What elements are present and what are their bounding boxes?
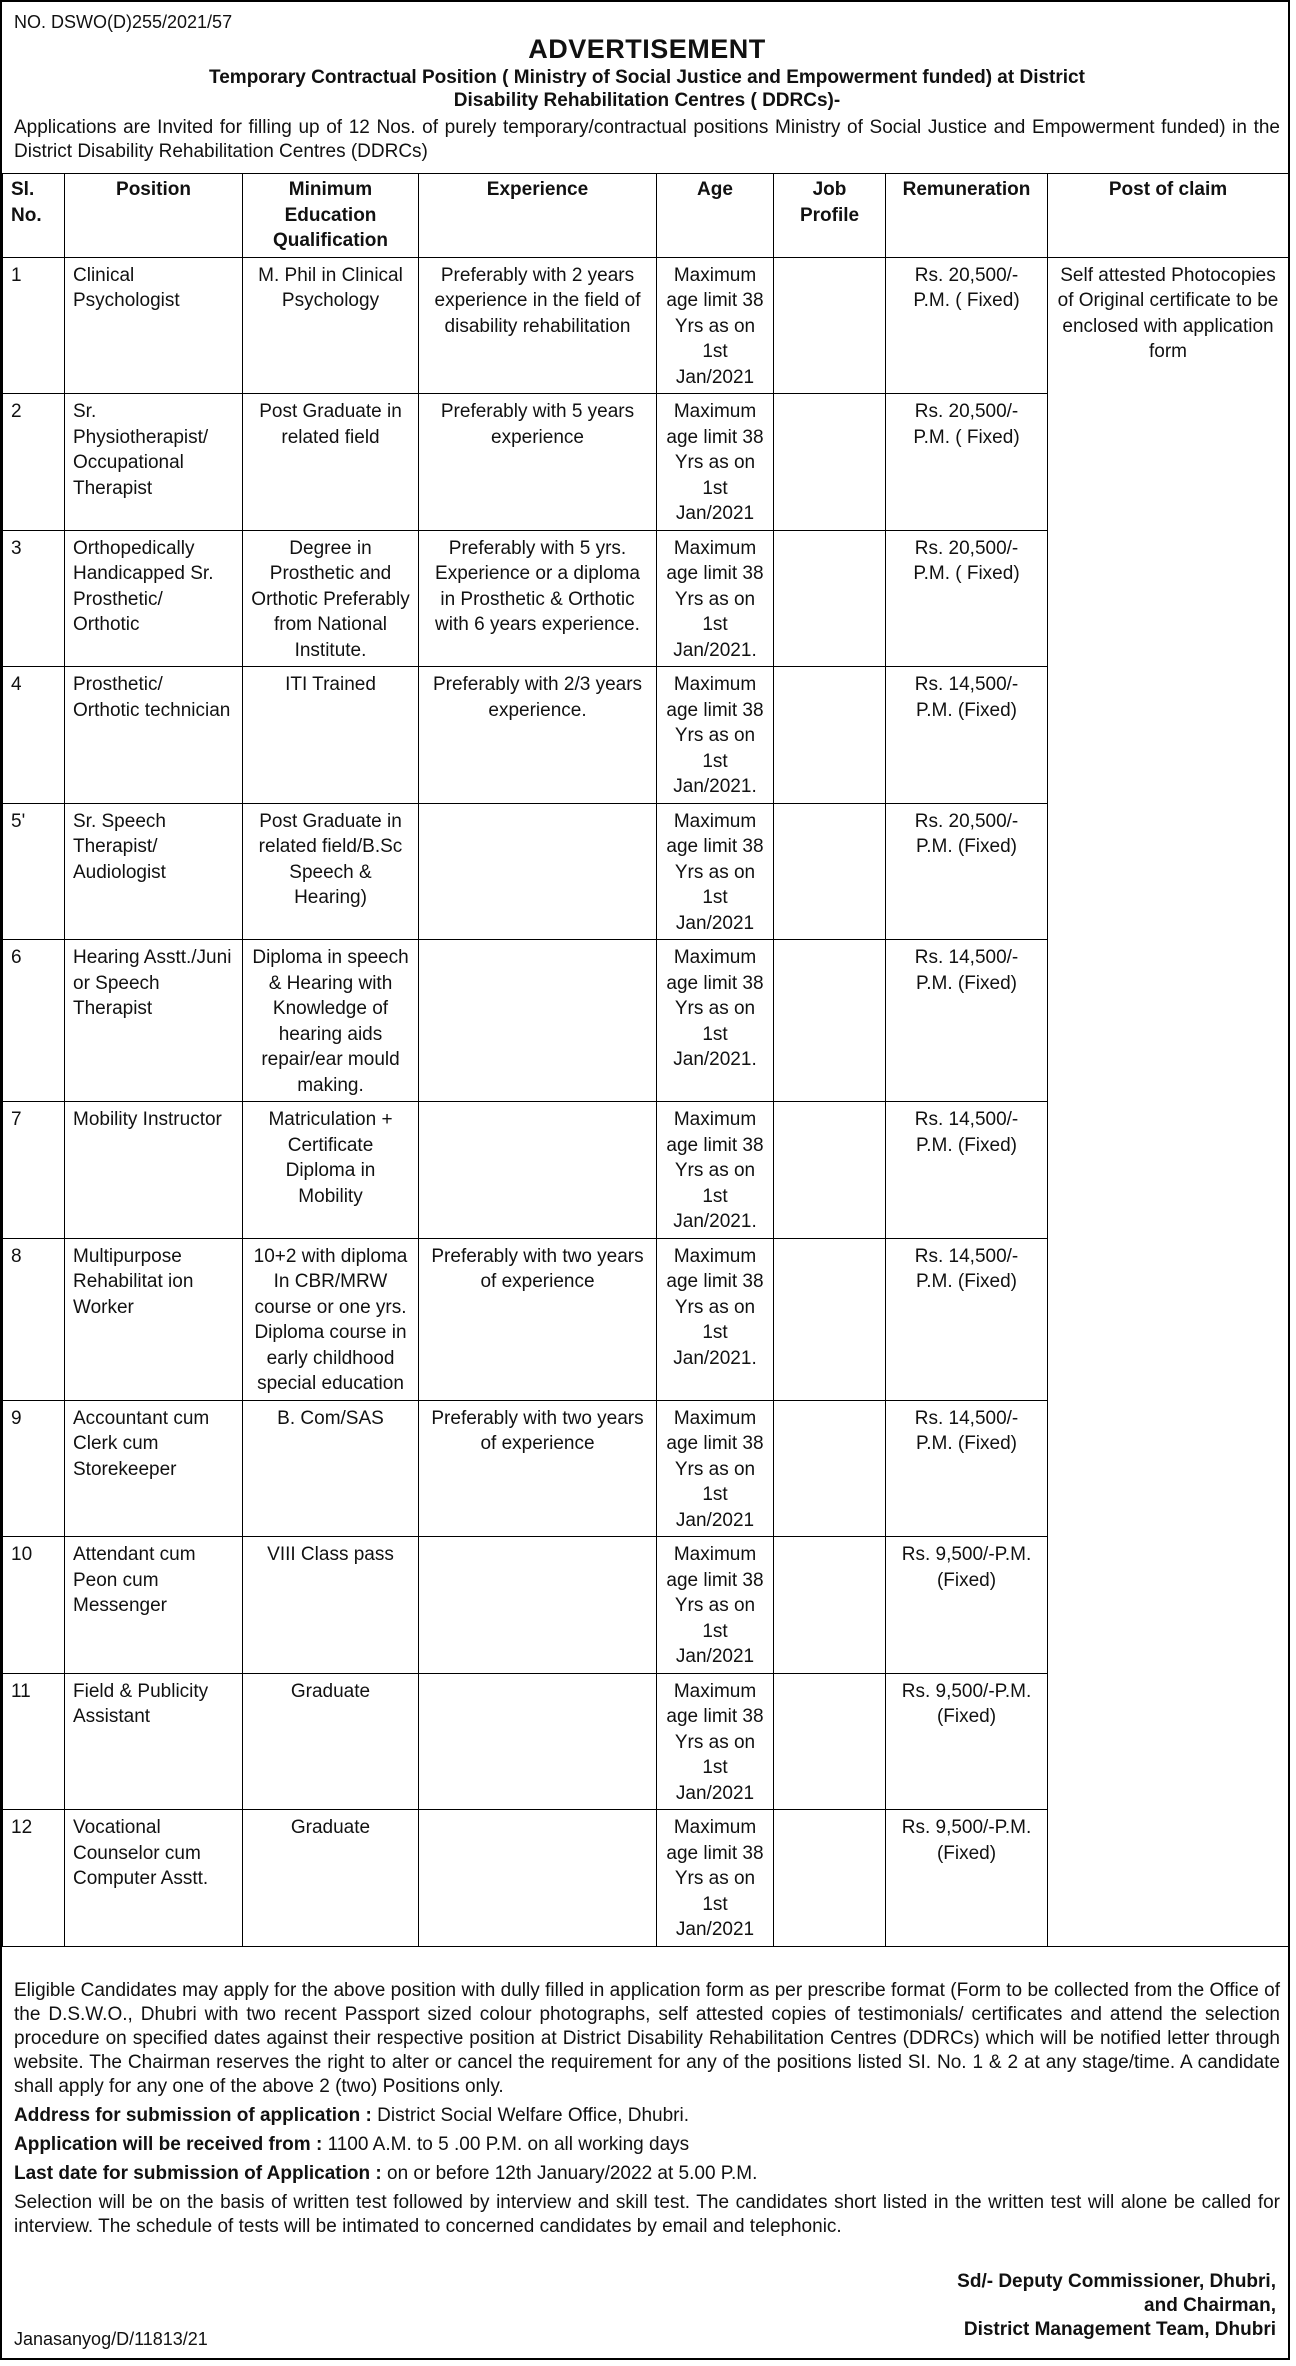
cell-position: Prosthetic/ Orthotic technician [65, 667, 243, 804]
cell-remuneration: Rs. 20,500/- P.M. (Fixed) [886, 803, 1048, 940]
eligibility-paragraph: Eligible Candidates may apply for the above position with dully filled in application form as per prescribe format (Form to be collected from the Office of the D.S.W.O., Dhubri with two recent Passport sized colour photographs, self attested copies of testimonials/ certificates and attend the selection procedure on specified dates against their respective position at District Disability Rehabilitation Centres (DDRCs) which will be notified letter through website. The Chairman reserves the right to alter or cancel the requirement for any of the positions listed SI. No. 1 & 2 at any stage/time. A candidate shall apply for any one of the above 2 (two) Positions only. [14, 1980, 1280, 2097]
cell-age: Maximum age limit 38 Yrs as on 1st Jan/2021 [657, 1537, 774, 1674]
address-label: Address for submission of application : [14, 2105, 372, 2126]
cell-age: Maximum age limit 38 Yrs as on 1st Jan/2021 [657, 1400, 774, 1537]
positions-table [2, 173, 1289, 1947]
cell-qualification: B. Com/SAS [243, 1400, 419, 1537]
cell-position: Mobility Instructor [65, 1102, 243, 1239]
subtitle-line-2: Disability Rehabilitation Centres ( DDRCs)- [453, 90, 841, 111]
selection-paragraph: Selection will be on the basis of written test followed by interview and skill test. The candidates short listed in the written test will alone be called for interview. The schedule of tests will be intimated to concerned candidates by email and telephonic. [14, 2192, 1280, 2237]
cell-job-profile [774, 1810, 886, 1947]
cell-qualification: 10+2 with diploma In CBR/MRW course or one yrs. Diploma course in early childhood special education [243, 1238, 419, 1400]
cell-position: Hearing Asstt./Juni or Speech Therapist [65, 940, 243, 1102]
receipt-label: Application will be received from : [14, 2134, 323, 2155]
cell-position: Accountant cum Clerk cum Storekeeper [65, 1400, 243, 1537]
cell-sl: 2 [3, 394, 65, 531]
cell-age: Maximum age limit 38 Yrs as on 1st Jan/2021. [657, 667, 774, 804]
cell-qualification: ITI Trained [243, 667, 419, 804]
col-header-qualification: Minimum Education Qualification [243, 174, 419, 258]
page-title: ADVERTISEMENT [528, 34, 766, 64]
cell-experience [419, 1673, 657, 1810]
cell-remuneration: Rs. 20,500/- P.M. ( Fixed) [886, 257, 1048, 394]
signature-block [957, 2270, 1276, 2342]
cell-remuneration: Rs. 20,500/- P.M. ( Fixed) [886, 530, 1048, 667]
intro-paragraph: Applications are Invited for filling up of 12 Nos. of purely temporary/contractual positions Ministry of Social Justice and Empowerment funded) in the District Disability Rehabilitation Centres (DDRCs) [14, 117, 1280, 162]
footer-notes [14, 1979, 1280, 2244]
cell-sl: 5' [3, 803, 65, 940]
address-value: District Social Welfare Office, Dhubri. [377, 2105, 689, 2126]
col-header-position: Position [65, 174, 243, 258]
cell-experience [419, 1537, 657, 1674]
cell-experience [419, 1810, 657, 1947]
cell-sl: 11 [3, 1673, 65, 1810]
cell-sl: 10 [3, 1537, 65, 1674]
col-header-experience: Experience [419, 174, 657, 258]
address-line [14, 2104, 1280, 2128]
cell-age: Maximum age limit 38 Yrs as on 1st Jan/2021. [657, 940, 774, 1102]
cell-experience [419, 940, 657, 1102]
cell-position: Multipurpose Rehabilitat ion Worker [65, 1238, 243, 1400]
col-header-sl: Sl. No. [3, 174, 65, 258]
cell-qualification: Graduate [243, 1673, 419, 1810]
cell-remuneration: Rs. 14,500/- P.M. (Fixed) [886, 1238, 1048, 1400]
last-date-value: on or before 12th January/2022 at 5.00 P.M. [387, 2163, 758, 2184]
cell-experience [419, 803, 657, 940]
cell-age: Maximum age limit 38 Yrs as on 1st Jan/2021. [657, 1102, 774, 1239]
cell-position: Sr. Speech Therapist/ Audiologist [65, 803, 243, 940]
cell-position: Sr. Physiotherapist/ Occupational Therapist [65, 394, 243, 531]
cell-job-profile [774, 940, 886, 1102]
col-header-remuneration: Remuneration [886, 174, 1048, 258]
cell-sl: 12 [3, 1810, 65, 1947]
cell-experience: Preferably with 2/3 years experience. [419, 667, 657, 804]
table-body [3, 257, 1289, 1946]
cell-remuneration: Rs. 14,500/- P.M. (Fixed) [886, 667, 1048, 804]
cell-experience: Preferably with 5 yrs. Experience or a diploma in Prosthetic & Orthotic with 6 years experience. [419, 530, 657, 667]
cell-qualification: Matriculation + Certificate Diploma in Mobility [243, 1102, 419, 1239]
col-header-age: Age [657, 174, 774, 258]
cell-qualification: Post Graduate in related field/B.Sc Speech & Hearing) [243, 803, 419, 940]
signature-line-2: and Chairman, [1144, 2295, 1276, 2316]
cell-age: Maximum age limit 38 Yrs as on 1st Jan/2021. [657, 530, 774, 667]
cell-position: Clinical Psychologist [65, 257, 243, 394]
last-date-label: Last date for submission of Application : [14, 2163, 382, 2184]
cell-position: Attendant cum Peon cum Messenger [65, 1537, 243, 1674]
receipt-line [14, 2133, 1280, 2157]
cell-position: Orthopedically Handicapped Sr. Prosthetic/ Orthotic [65, 530, 243, 667]
cell-age: Maximum age limit 38 Yrs as on 1st Jan/2021 [657, 394, 774, 531]
cell-qualification: M. Phil in Clinical Psychology [243, 257, 419, 394]
cell-job-profile [774, 667, 886, 804]
cell-qualification: Degree in Prosthetic and Orthotic Preferably from National Institute. [243, 530, 419, 667]
cell-qualification: Diploma in speech & Hearing with Knowledge of hearing aids repair/ear mould making. [243, 940, 419, 1102]
cell-experience [419, 1102, 657, 1239]
cell-age: Maximum age limit 38 Yrs as on 1st Jan/2021 [657, 803, 774, 940]
cell-job-profile [774, 530, 886, 667]
cell-experience: Preferably with 2 years experience in the field of disability rehabilitation [419, 257, 657, 394]
cell-sl: 8 [3, 1238, 65, 1400]
cell-sl: 9 [3, 1400, 65, 1537]
col-header-job-profile: Job Profile [774, 174, 886, 258]
cell-qualification: VIII Class pass [243, 1537, 419, 1674]
cell-remuneration: Rs. 9,500/-P.M. (Fixed) [886, 1537, 1048, 1674]
cell-job-profile [774, 1673, 886, 1810]
table-row [3, 257, 1289, 394]
last-date-line [14, 2162, 1280, 2186]
cell-position: Field & Publicity Assistant [65, 1673, 243, 1810]
cell-age: Maximum age limit 38 Yrs as on 1st Jan/2021 [657, 1673, 774, 1810]
cell-job-profile [774, 1102, 886, 1239]
cell-job-profile [774, 803, 886, 940]
cell-job-profile [774, 1537, 886, 1674]
cell-job-profile [774, 1400, 886, 1537]
cell-experience: Preferably with two years of experience [419, 1400, 657, 1537]
cell-experience: Preferably with two years of experience [419, 1238, 657, 1400]
cell-position: Vocational Counselor cum Computer Asstt. [65, 1810, 243, 1947]
cell-job-profile [774, 394, 886, 531]
reference-number: NO. DSWO(D)255/2021/57 [14, 12, 233, 32]
cell-remuneration: Rs. 14,500/- P.M. (Fixed) [886, 1102, 1048, 1239]
cell-remuneration: Rs. 9,500/-P.M. (Fixed) [886, 1810, 1048, 1947]
cell-age: Maximum age limit 38 Yrs as on 1st Jan/2021 [657, 1810, 774, 1947]
table-header-row [3, 174, 1289, 258]
cell-sl: 4 [3, 667, 65, 804]
cell-remuneration: Rs. 9,500/-P.M. (Fixed) [886, 1673, 1048, 1810]
cell-sl: 3 [3, 530, 65, 667]
cell-sl: 6 [3, 940, 65, 1102]
cell-age: Maximum age limit 38 Yrs as on 1st Jan/2021. [657, 1238, 774, 1400]
receipt-value: 1100 A.M. to 5 .00 P.M. on all working days [327, 2134, 690, 2155]
janasanyog-number: Janasanyog/D/11813/21 [14, 2329, 208, 2349]
cell-age: Maximum age limit 38 Yrs as on 1st Jan/2021 [657, 257, 774, 394]
subtitle-line-1: Temporary Contractual Position ( Ministry of Social Justice and Empowerment funded) at District [209, 67, 1085, 88]
signature-line-3: District Management Team, Dhubri [963, 2319, 1276, 2340]
cell-qualification: Graduate [243, 1810, 419, 1947]
subtitle [82, 66, 1212, 112]
cell-experience: Preferably with 5 years experience [419, 394, 657, 531]
cell-qualification: Post Graduate in related field [243, 394, 419, 531]
col-header-post-of-claim: Post of claim [1048, 174, 1289, 258]
signature-line-1: Sd/- Deputy Commissioner, Dhubri, [957, 2271, 1276, 2292]
cell-post-of-claim: Self attested Photocopies of Original certificate to be enclosed with application form [1048, 257, 1289, 1946]
cell-remuneration: Rs. 14,500/- P.M. (Fixed) [886, 1400, 1048, 1537]
cell-job-profile [774, 257, 886, 394]
cell-sl: 1 [3, 257, 65, 394]
cell-remuneration: Rs. 14,500/- P.M. (Fixed) [886, 940, 1048, 1102]
cell-remuneration: Rs. 20,500/- P.M. ( Fixed) [886, 394, 1048, 531]
cell-job-profile [774, 1238, 886, 1400]
cell-sl: 7 [3, 1102, 65, 1239]
